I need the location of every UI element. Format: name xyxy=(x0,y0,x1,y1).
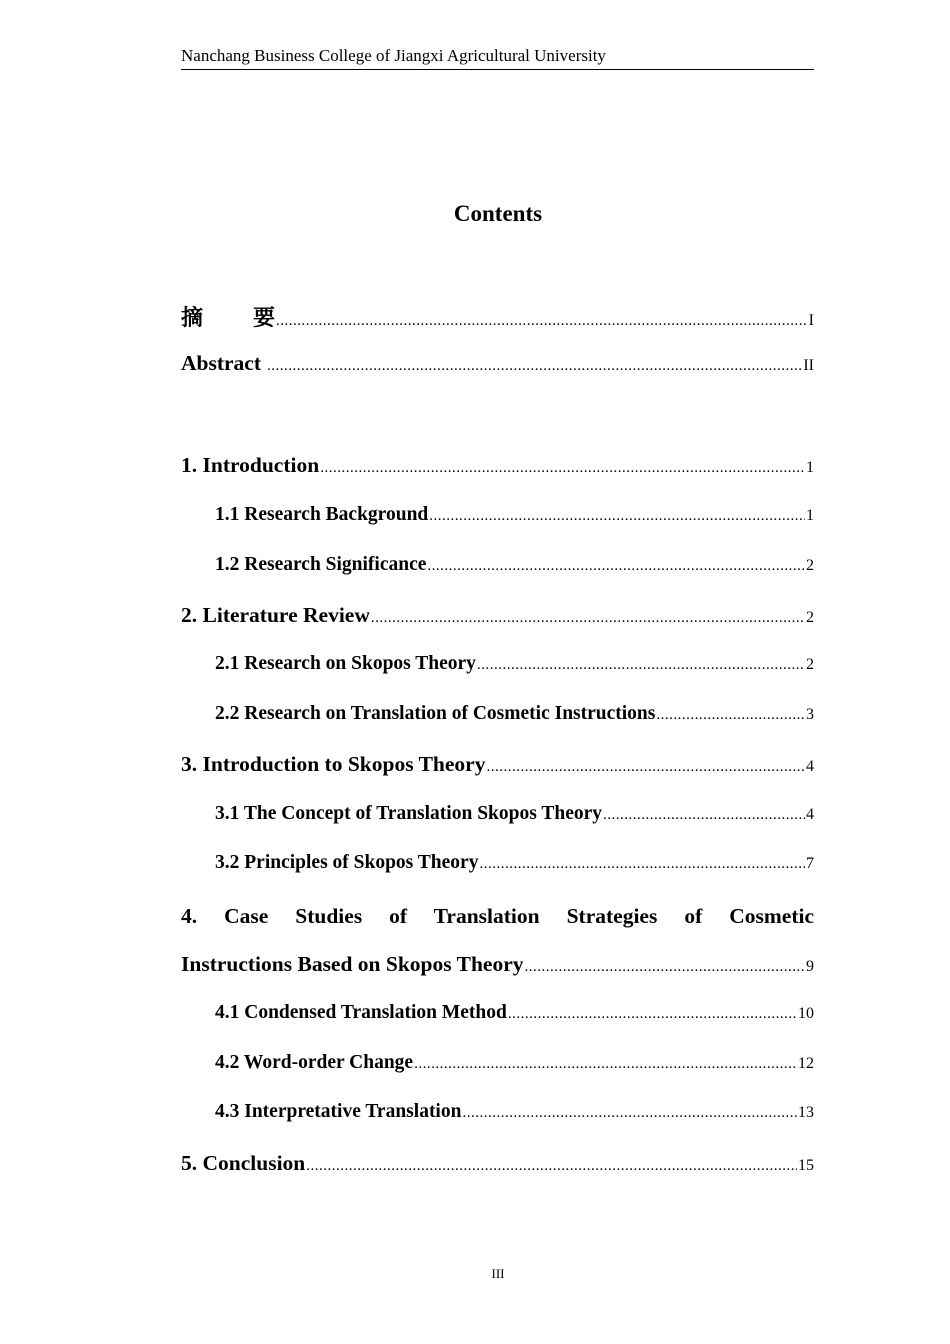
toc-entry-3-1[interactable] xyxy=(215,803,814,825)
toc-entry-2[interactable] xyxy=(181,603,814,628)
dot-leader xyxy=(508,1006,797,1023)
toc-page-number: 4 xyxy=(806,758,814,775)
dot-leader xyxy=(462,1105,797,1122)
toc-page-number: 13 xyxy=(798,1104,814,1121)
toc-label: 2.2 Research on Translation of Cosmetic Instructions xyxy=(215,703,656,724)
toc-label: Instructions Based on Skopos Theory xyxy=(181,952,524,976)
toc-page-number: 3 xyxy=(806,706,814,723)
toc-entry-1[interactable] xyxy=(181,453,814,478)
dot-leader xyxy=(320,460,805,477)
toc-page-number: 1 xyxy=(806,459,814,476)
toc-entry-5[interactable] xyxy=(181,1151,814,1176)
toc-entry-abstract[interactable] xyxy=(181,351,814,376)
page-title: Contents xyxy=(453,201,543,226)
dot-leader xyxy=(656,707,805,724)
dot-leader xyxy=(306,1158,797,1175)
page-header xyxy=(181,46,814,70)
toc-page-number: I xyxy=(808,312,814,329)
toc-label-cn-a: 摘 xyxy=(181,306,204,331)
toc-label: 2.1 Research on Skopos Theory xyxy=(215,653,476,674)
toc-entry-4-line1[interactable]: 4. Case Studies of Translation Strategies of Cosmetic xyxy=(181,904,814,928)
toc-entry-2-2[interactable] xyxy=(215,703,814,725)
toc-entry-4-3[interactable] xyxy=(215,1101,814,1123)
dot-leader xyxy=(525,959,806,976)
dot-leader xyxy=(479,856,805,873)
toc-label: 4.2 Word-order Change xyxy=(215,1052,414,1073)
toc-entry-abstract-cn[interactable] xyxy=(181,301,814,332)
toc-page-number: 2 xyxy=(806,557,814,574)
toc-page-number: 7 xyxy=(806,855,814,872)
dot-leader xyxy=(276,313,808,330)
toc-entry-3[interactable] xyxy=(181,752,814,777)
dot-leader xyxy=(486,759,805,776)
toc-entry-3-2[interactable] xyxy=(215,852,814,874)
toc-label-cn-b: 要 xyxy=(253,306,276,331)
toc-page-number: II xyxy=(803,357,814,374)
toc-label: 3. Introduction to Skopos Theory xyxy=(181,752,486,776)
dot-leader xyxy=(267,358,802,375)
toc-label: 3.1 The Concept of Translation Skopos Theory xyxy=(215,803,603,824)
toc-page-number: 1 xyxy=(806,507,814,524)
footer-page-number: III xyxy=(491,1266,505,1281)
toc-entry-1-2[interactable] xyxy=(215,554,814,576)
toc-page-number: 12 xyxy=(798,1055,814,1072)
dot-leader xyxy=(371,610,805,627)
toc-page-number: 4 xyxy=(806,806,814,823)
toc-label: 3.2 Principles of Skopos Theory xyxy=(215,852,479,873)
dot-leader xyxy=(603,807,805,824)
toc-label: 1.1 Research Background xyxy=(215,504,429,525)
toc-page-number: 2 xyxy=(806,609,814,626)
toc-label: 4.1 Condensed Translation Method xyxy=(215,1002,507,1023)
dot-leader xyxy=(477,657,805,674)
toc-label: 4.3 Interpretative Translation xyxy=(215,1101,462,1122)
toc-page-number: 9 xyxy=(806,958,814,975)
dot-leader xyxy=(414,1056,797,1073)
toc-page-number: 2 xyxy=(806,656,814,673)
dot-leader xyxy=(429,508,805,525)
toc-label: 1. Introduction xyxy=(181,453,320,477)
toc-label: 1.2 Research Significance xyxy=(215,554,427,575)
toc-entry-1-1[interactable] xyxy=(215,504,814,526)
toc-entry-4[interactable] xyxy=(181,952,814,977)
toc-entry-4-1[interactable] xyxy=(215,1002,814,1024)
toc-label: 2. Literature Review xyxy=(181,603,370,627)
toc-label: 5. Conclusion xyxy=(181,1151,306,1175)
toc-page-number: 15 xyxy=(798,1157,814,1174)
dot-leader xyxy=(427,558,805,575)
toc-entry-2-1[interactable] xyxy=(215,653,814,675)
toc-entry-4-2[interactable] xyxy=(215,1052,814,1074)
toc-label: Abstract xyxy=(181,351,262,375)
header-institution: Nanchang Business College of Jiangxi Agricultural University xyxy=(181,46,606,65)
toc-page-number: 10 xyxy=(798,1005,814,1022)
